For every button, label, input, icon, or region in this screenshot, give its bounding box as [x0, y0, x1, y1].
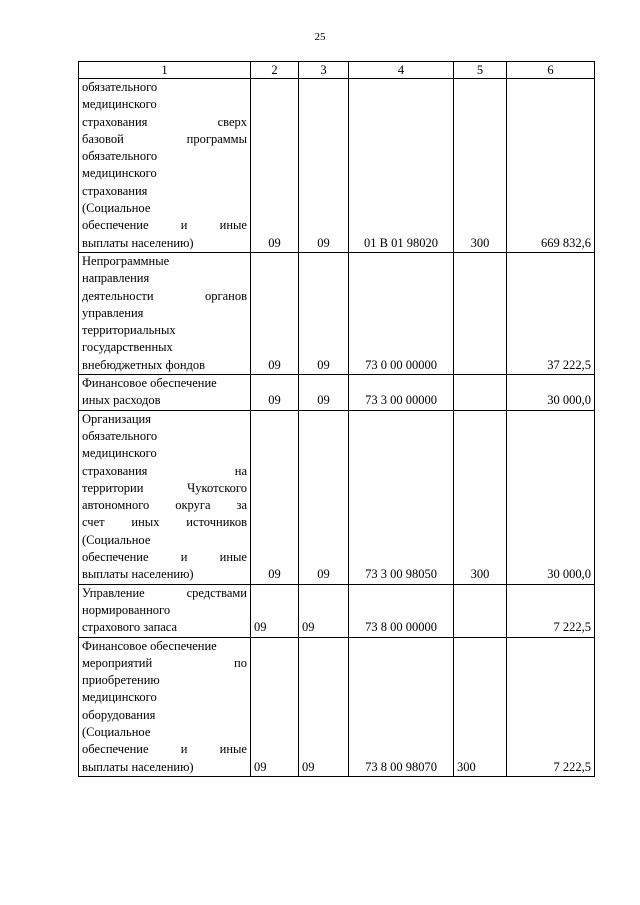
expense-name-line: направления: [82, 271, 150, 286]
subsection-code-cell: 09: [299, 79, 349, 253]
expense-name-word: на: [234, 463, 247, 478]
expense-name-word: обеспечение: [82, 742, 149, 757]
expense-name-word: сверх: [217, 114, 247, 129]
expense-name-cell: [79, 252, 251, 374]
column-header: 5: [454, 62, 507, 79]
expense-name-line: Организация: [82, 411, 151, 426]
expense-name-line: выплаты населению): [82, 567, 194, 582]
expense-name-line: оборудования: [82, 707, 156, 722]
expense-name-line: нормированного: [82, 602, 171, 617]
table-row: [79, 584, 595, 637]
expense-name-line: [82, 288, 247, 305]
subsection-code-cell: 09: [299, 584, 349, 637]
expense-name-line: [82, 549, 247, 566]
expense-name-word: Управление: [82, 585, 145, 600]
amount-cell: 7 222,5: [507, 584, 595, 637]
expense-name-word: за: [236, 498, 247, 513]
expense-name-cell: [79, 79, 251, 253]
expense-name-cell: [79, 375, 251, 411]
expense-name-word: обеспечение: [82, 218, 149, 233]
amount-cell: 30 000,0: [507, 375, 595, 411]
target-article-cell: 73 8 00 00000: [349, 584, 454, 637]
expense-name-word: и: [180, 218, 188, 233]
expense-name-cell: [79, 410, 251, 584]
expense-name-word: средствами: [186, 585, 247, 600]
table-header-row: [79, 62, 595, 79]
expense-name-line: [82, 131, 247, 148]
expense-name-word: деятельности: [82, 288, 154, 303]
expense-name-cell: [79, 584, 251, 637]
expense-name-line: обязательного: [82, 80, 158, 94]
expense-name-line: территориальных: [82, 323, 176, 338]
expense-name-word: страхования: [82, 463, 148, 478]
table-row: [79, 637, 595, 776]
target-article-cell: 73 0 00 00000: [349, 252, 454, 374]
expense-name-word: базовой: [82, 131, 124, 146]
expense-type-cell: 300: [454, 79, 507, 253]
section-code-cell: 09: [251, 375, 299, 411]
expense-name-line: [82, 741, 247, 758]
expense-name-line: медицинского: [82, 97, 157, 112]
expense-name-word: автономного: [82, 498, 150, 513]
expense-name-word: и: [180, 742, 188, 757]
expense-type-cell: 300: [454, 410, 507, 584]
expense-name-line: [82, 480, 247, 497]
expense-name-word: счет: [82, 515, 105, 530]
expense-name-line: (Социальное: [82, 201, 151, 216]
expense-name-line: внебюджетных фондов: [82, 357, 206, 372]
expense-type-cell: [454, 584, 507, 637]
expense-name-line: [82, 217, 247, 234]
expense-name-word: программы: [186, 131, 247, 146]
table-row: [79, 252, 595, 374]
expense-name-line: (Социальное: [82, 724, 151, 739]
amount-cell: 669 832,6: [507, 79, 595, 253]
expense-name-line: обязательного: [82, 149, 158, 164]
expense-name-line: обязательного: [82, 428, 158, 443]
expense-name-line: [82, 463, 247, 480]
column-header: 3: [299, 62, 349, 79]
target-article-cell: 73 3 00 98050: [349, 410, 454, 584]
table-row: [79, 375, 595, 411]
column-header: 4: [349, 62, 454, 79]
expense-name-line: выплаты населению): [82, 235, 194, 250]
amount-cell: 37 222,5: [507, 252, 595, 374]
expense-name-line: страхования: [82, 183, 148, 198]
expense-name-line: управления: [82, 305, 144, 320]
expense-type-cell: [454, 252, 507, 374]
expense-name-line: медицинского: [82, 166, 157, 181]
expense-name-line: медицинского: [82, 446, 157, 461]
expense-name-line: Финансовое обеспечение: [82, 376, 217, 391]
expense-name-line: [82, 497, 247, 514]
target-article-cell: 01 В 01 98020: [349, 79, 454, 253]
section-code-cell: 09: [251, 79, 299, 253]
expense-name-line: [82, 655, 247, 672]
section-code-cell: 09: [251, 252, 299, 374]
page-number: 25: [314, 31, 326, 43]
expense-name-word: иные: [219, 218, 247, 233]
expense-name-line: иных расходов: [82, 393, 161, 408]
expense-name-line: Непрограммные: [82, 253, 170, 268]
expense-name-line: Финансовое обеспечение: [82, 638, 217, 653]
amount-cell: 30 000,0: [507, 410, 595, 584]
section-code-cell: 09: [251, 637, 299, 776]
expense-type-cell: 300: [454, 637, 507, 776]
table-row: [79, 79, 595, 253]
expense-name-word: территории: [82, 480, 144, 495]
expense-name-line: (Социальное: [82, 532, 151, 547]
section-code-cell: 09: [251, 410, 299, 584]
expense-name-line: приобретению: [82, 673, 160, 688]
section-code-cell: 09: [251, 584, 299, 637]
subsection-code-cell: 09: [299, 410, 349, 584]
expense-name-line: [82, 585, 247, 602]
subsection-code-cell: 09: [299, 252, 349, 374]
column-header: 2: [251, 62, 299, 79]
expense-name-line: страхового запаса: [82, 620, 178, 635]
expense-name-word: по: [234, 655, 247, 670]
expense-name-line: [82, 514, 247, 531]
expense-name-word: и: [180, 550, 188, 565]
target-article-cell: 73 3 00 00000: [349, 375, 454, 411]
expense-name-line: выплаты населению): [82, 759, 194, 774]
column-header: 6: [507, 62, 595, 79]
amount-cell: 7 222,5: [507, 637, 595, 776]
subsection-code-cell: 09: [299, 375, 349, 411]
target-article-cell: 73 8 00 98070: [349, 637, 454, 776]
expense-name-word: мероприятий: [82, 655, 153, 670]
expense-name-line: государственных: [82, 340, 173, 355]
expense-name-word: иные: [219, 550, 247, 565]
expense-name-word: Чукотского: [187, 480, 247, 495]
expense-name-word: страхования: [82, 114, 148, 129]
expense-name-word: органов: [204, 288, 247, 303]
column-header: 1: [79, 62, 251, 79]
expense-name-word: иные: [219, 742, 247, 757]
expense-name-word: округа: [175, 498, 211, 513]
subsection-code-cell: 09: [299, 637, 349, 776]
table-row: [79, 410, 595, 584]
budget-table: [78, 61, 595, 777]
expense-name-word: иных: [131, 515, 160, 530]
expense-name-word: обеспечение: [82, 550, 149, 565]
expense-name-line: медицинского: [82, 690, 157, 705]
expense-name-line: [82, 114, 247, 131]
expense-name-word: источников: [186, 515, 247, 530]
expense-name-cell: [79, 637, 251, 776]
expense-type-cell: [454, 375, 507, 411]
